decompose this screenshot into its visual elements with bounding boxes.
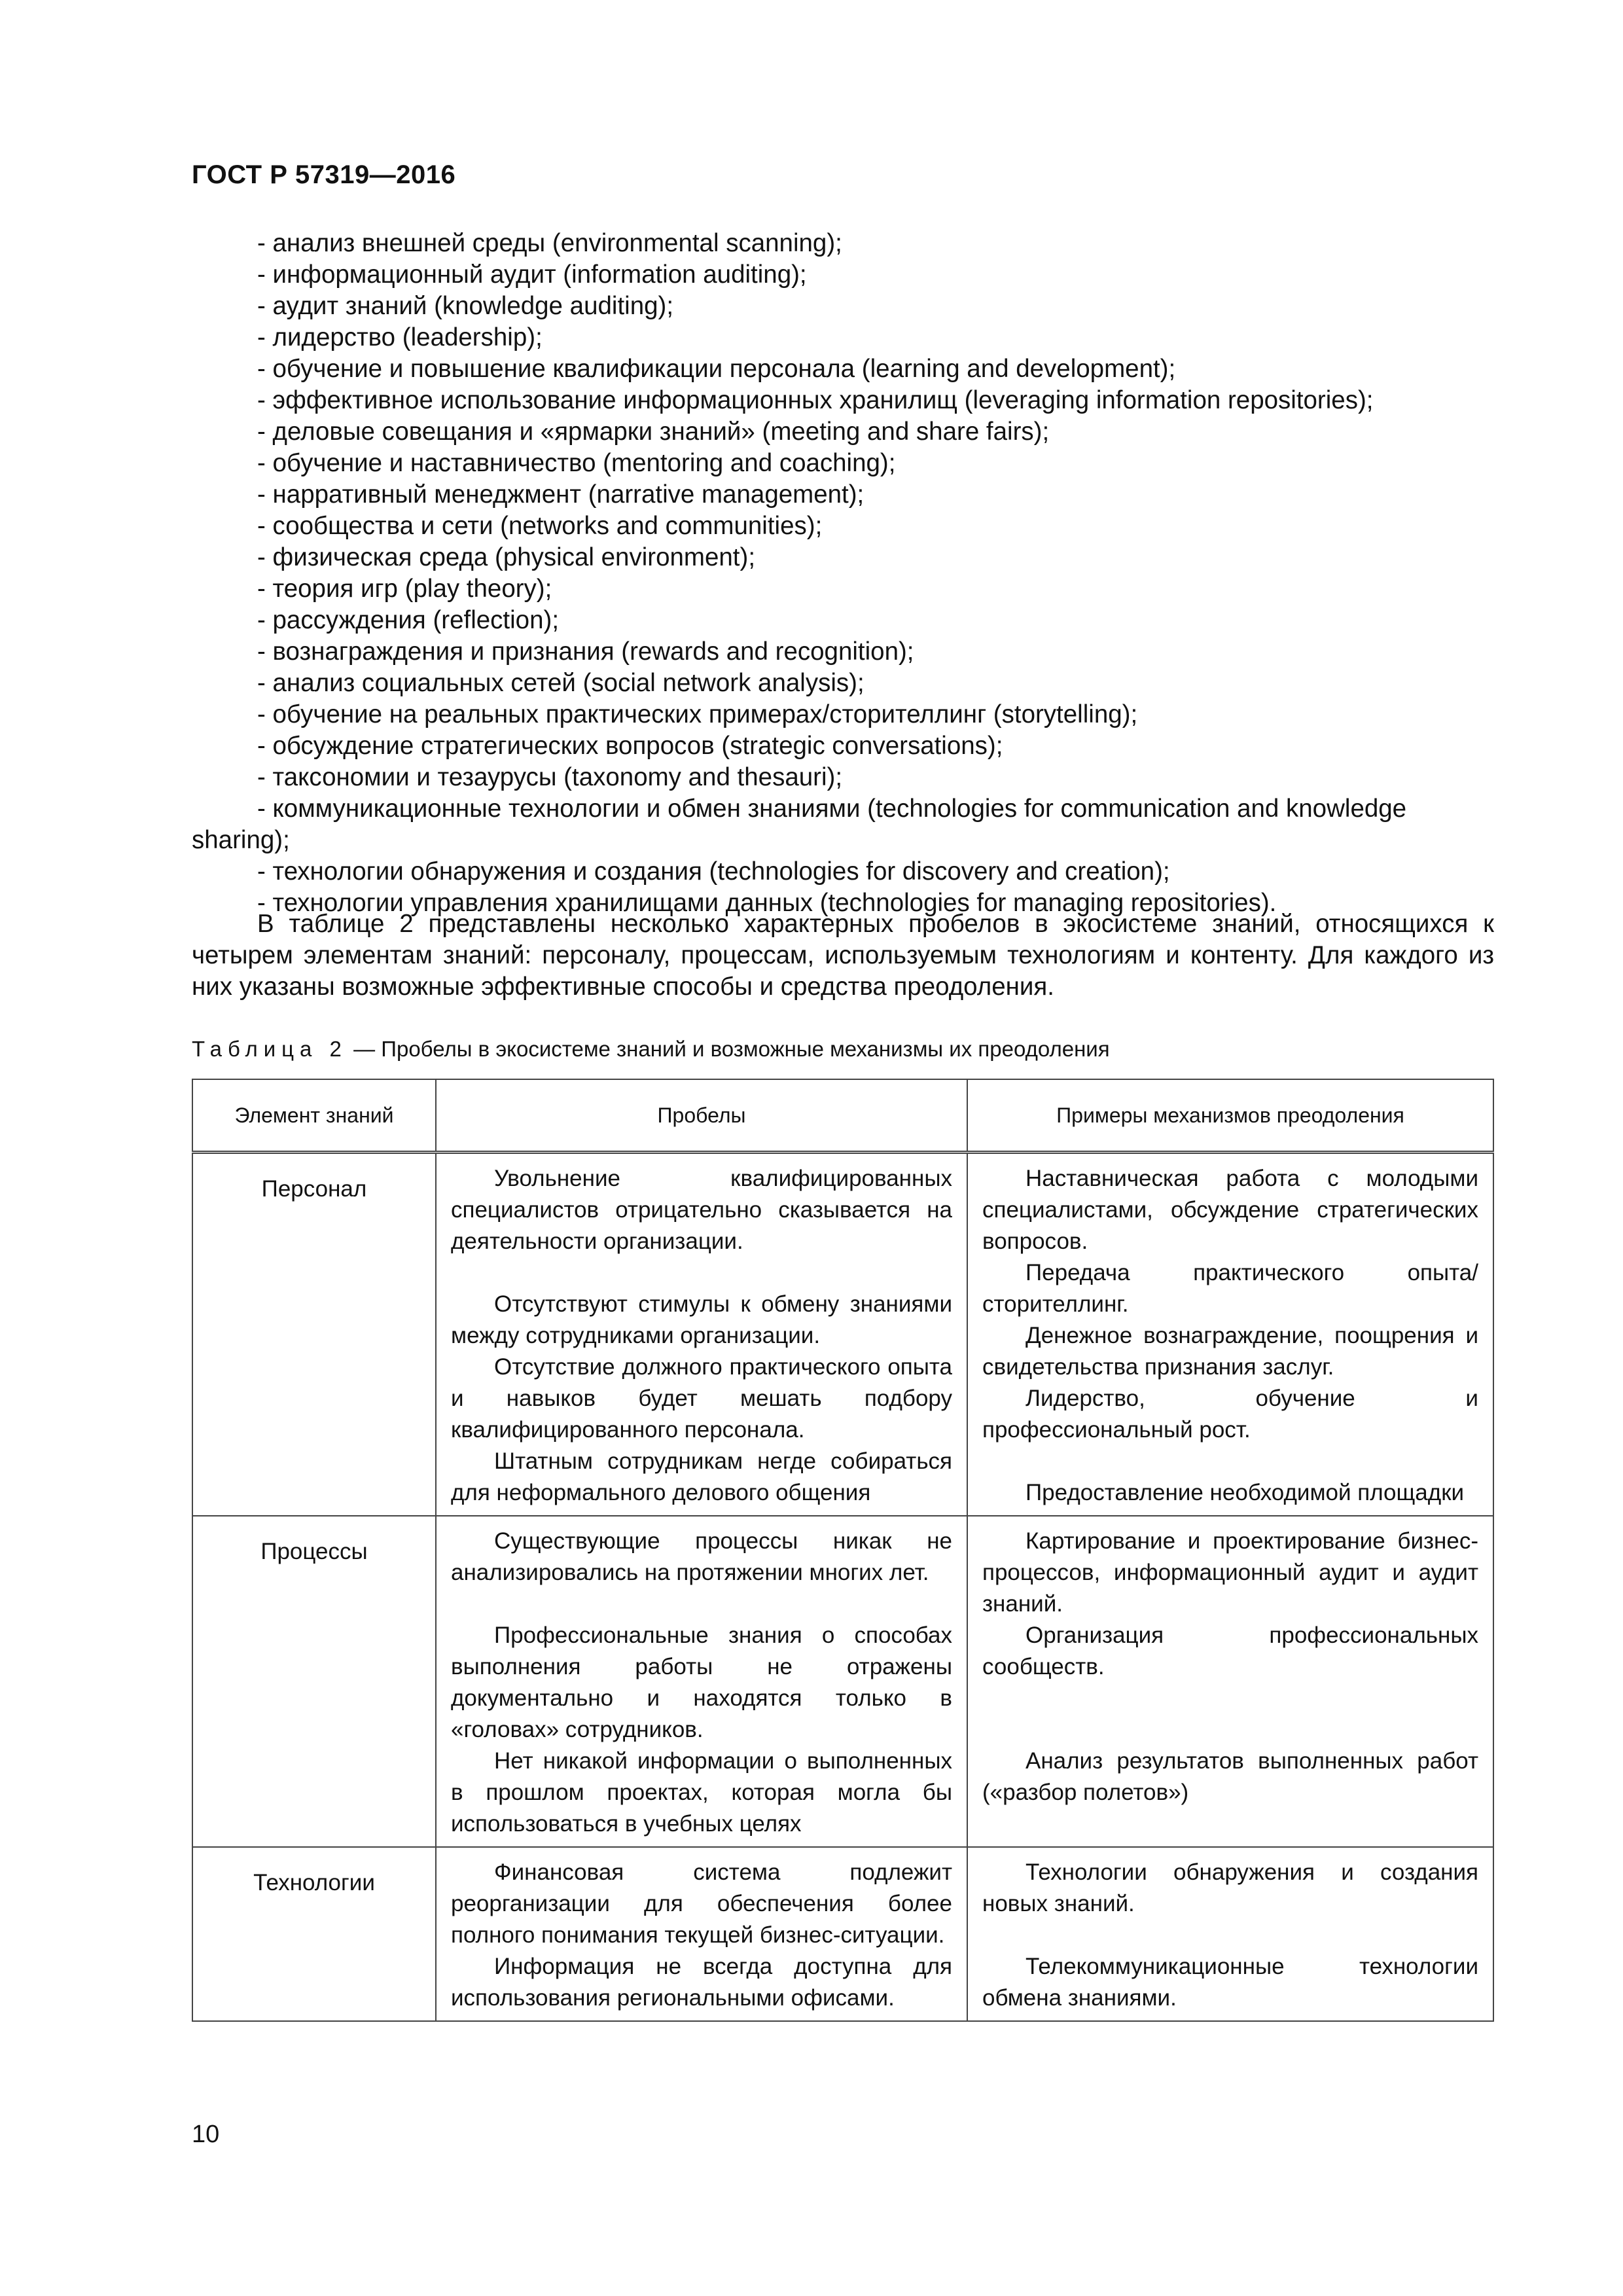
list-item: - таксономии и тезаурусы (taxonomy and thesauri);	[257, 763, 843, 791]
list-item: - эффективное использование информационных хранилищ (leveraging information repositories);	[257, 386, 1374, 414]
table-cell-gaps	[436, 1516, 967, 1847]
list-item: - лидерство (leadership);	[257, 323, 543, 351]
table-cell-mechanisms	[967, 1516, 1493, 1847]
table-caption-text: — Пробелы в экосистеме знаний и возможные механизмы их преодоления	[347, 1037, 1110, 1061]
table-header-row	[192, 1079, 1493, 1153]
cell-spacer	[982, 1446, 1478, 1477]
cell-paragraph: Штатным сотрудникам негде собираться для неформального делового общения	[451, 1448, 952, 1505]
table-cell-mechanisms	[967, 1153, 1493, 1516]
header-element: Элемент знаний	[192, 1079, 436, 1153]
list-item: - теория игр (play theory);	[257, 575, 552, 603]
cell-paragraph: Финансовая система подлежит реорганизации для обеспечения более полного понимания текущей бизнес-ситуации.	[451, 1859, 952, 1948]
cell-paragraph: Отсутствуют стимулы к обмену знаниями между сотрудниками организации.	[451, 1291, 952, 1348]
list-item: - нарративный менеджмент (narrative management);	[257, 480, 865, 509]
cell-spacer	[982, 1683, 1478, 1714]
table-cell-mechanisms	[967, 1847, 1493, 2021]
list-item: - обсуждение стратегических вопросов (strategic conversations);	[257, 732, 1003, 760]
cell-paragraph: Картирование и проектирование бизнес-процессов, информационный аудит и аудит знаний.	[982, 1528, 1478, 1617]
list-item: - обучение и наставничество (mentoring and coaching);	[257, 449, 896, 477]
cell-paragraph: Передача практического опыта/сторителлинг.	[982, 1260, 1478, 1317]
table-cell-element: Технологии	[192, 1847, 436, 2021]
table-row	[192, 1516, 1493, 1847]
document-header: ГОСТ Р 57319—2016	[192, 160, 456, 189]
cell-spacer	[451, 1588, 952, 1620]
cell-paragraph: Лидерство, обучение и профессиональный рост.	[982, 1386, 1478, 1443]
list-item: - коммуникационные технологии и обмен знаниями (technologies for communication and knowledge sharing);	[192, 795, 1407, 854]
list-item: - информационный аудит (information auditing);	[257, 260, 807, 289]
cell-paragraph: Телекоммуникационные технологии обмена знаниями.	[982, 1954, 1478, 2011]
cell-paragraph: Информация не всегда доступна для использования региональными офисами.	[451, 1954, 952, 2011]
cell-paragraph: Существующие процессы никак не анализировались на протяжении многих лет.	[451, 1528, 952, 1585]
header-gaps: Пробелы	[436, 1079, 967, 1153]
cell-paragraph: Предоставление необходимой площадки	[1026, 1480, 1465, 1505]
cell-paragraph: Организация профессиональных сообществ.	[982, 1623, 1478, 1679]
cell-paragraph: Анализ результатов выполненных работ («разбор полетов»)	[982, 1748, 1478, 1805]
cell-paragraph: Технологии обнаружения и создания новых знаний.	[982, 1859, 1478, 1916]
cell-paragraph: Профессиональные знания о способах выполнения работы не отражены документально и находятся только в «головах» сотрудников.	[451, 1623, 952, 1742]
table-row	[192, 1847, 1493, 2021]
cell-spacer	[451, 1257, 952, 1289]
cell-spacer	[982, 1714, 1478, 1746]
list-item: - рассуждения (reflection);	[257, 606, 560, 634]
header-mechanisms: Примеры механизмов преодоления	[967, 1079, 1493, 1153]
table-cell-element: Процессы	[192, 1516, 436, 1847]
list-item: - обучение на реальных практических примерах/сторителлинг (storytelling);	[257, 700, 1138, 728]
table-caption	[192, 1036, 1110, 1062]
knowledge-gaps-table	[192, 1079, 1494, 2022]
list-item: - анализ внешней среды (environmental scanning);	[257, 229, 842, 257]
list-item: - технологии обнаружения и создания (technologies for discovery and creation);	[257, 857, 1170, 886]
cell-paragraph: Увольнение квалифицированных специалистов отрицательно сказывается на деятельности организации.	[451, 1166, 952, 1254]
list-item: - технологии управления хранилищами данных (technologies for managing repositories).	[257, 889, 1277, 917]
table-row	[192, 1153, 1493, 1516]
list-item: - деловые совещания и «ярмарки знаний» (meeting and share fairs);	[257, 418, 1050, 446]
list-item: - вознаграждения и признания (rewards and recognition);	[257, 637, 914, 666]
table-cell-gaps	[436, 1153, 967, 1516]
cell-paragraph: Отсутствие должного практического опыта и навыков будет мешать подбору квалифицированного персонала.	[451, 1354, 952, 1443]
list-item: - физическая среда (physical environment);	[257, 543, 756, 571]
cell-paragraph: Наставническая работа с молодыми специалистами, обсуждение стратегических вопросов.	[982, 1166, 1478, 1254]
table-caption-label: Таблица 2	[192, 1037, 348, 1061]
bullet-list	[192, 228, 1494, 919]
cell-spacer	[982, 1920, 1478, 1951]
intro-paragraph: В таблице 2 представлены несколько характерных пробелов в экосистеме знаний, относящихся к четырем элементам знаний: персоналу, процессам, используемым технологиям и контенту. Для каждого из них указаны возможные эффективные способы и средства преодоления.	[192, 910, 1494, 1001]
table-cell-gaps	[436, 1847, 967, 2021]
list-item: - анализ социальных сетей (social network analysis);	[257, 669, 865, 697]
list-item: - аудит знаний (knowledge auditing);	[257, 292, 674, 320]
list-item: - сообщества и сети (networks and communities);	[257, 512, 823, 540]
cell-paragraph: Нет никакой информации о выполненных в прошлом проектах, которая могла бы использоваться в учебных целях	[451, 1748, 952, 1837]
list-item: - обучение и повышение квалификации персонала (learning and development);	[257, 355, 1176, 383]
cell-paragraph: Денежное вознаграждение, поощрения и свидетельства признания заслуг.	[982, 1323, 1478, 1380]
table-cell-element: Персонал	[192, 1153, 436, 1516]
page-number: 10	[192, 2121, 220, 2148]
